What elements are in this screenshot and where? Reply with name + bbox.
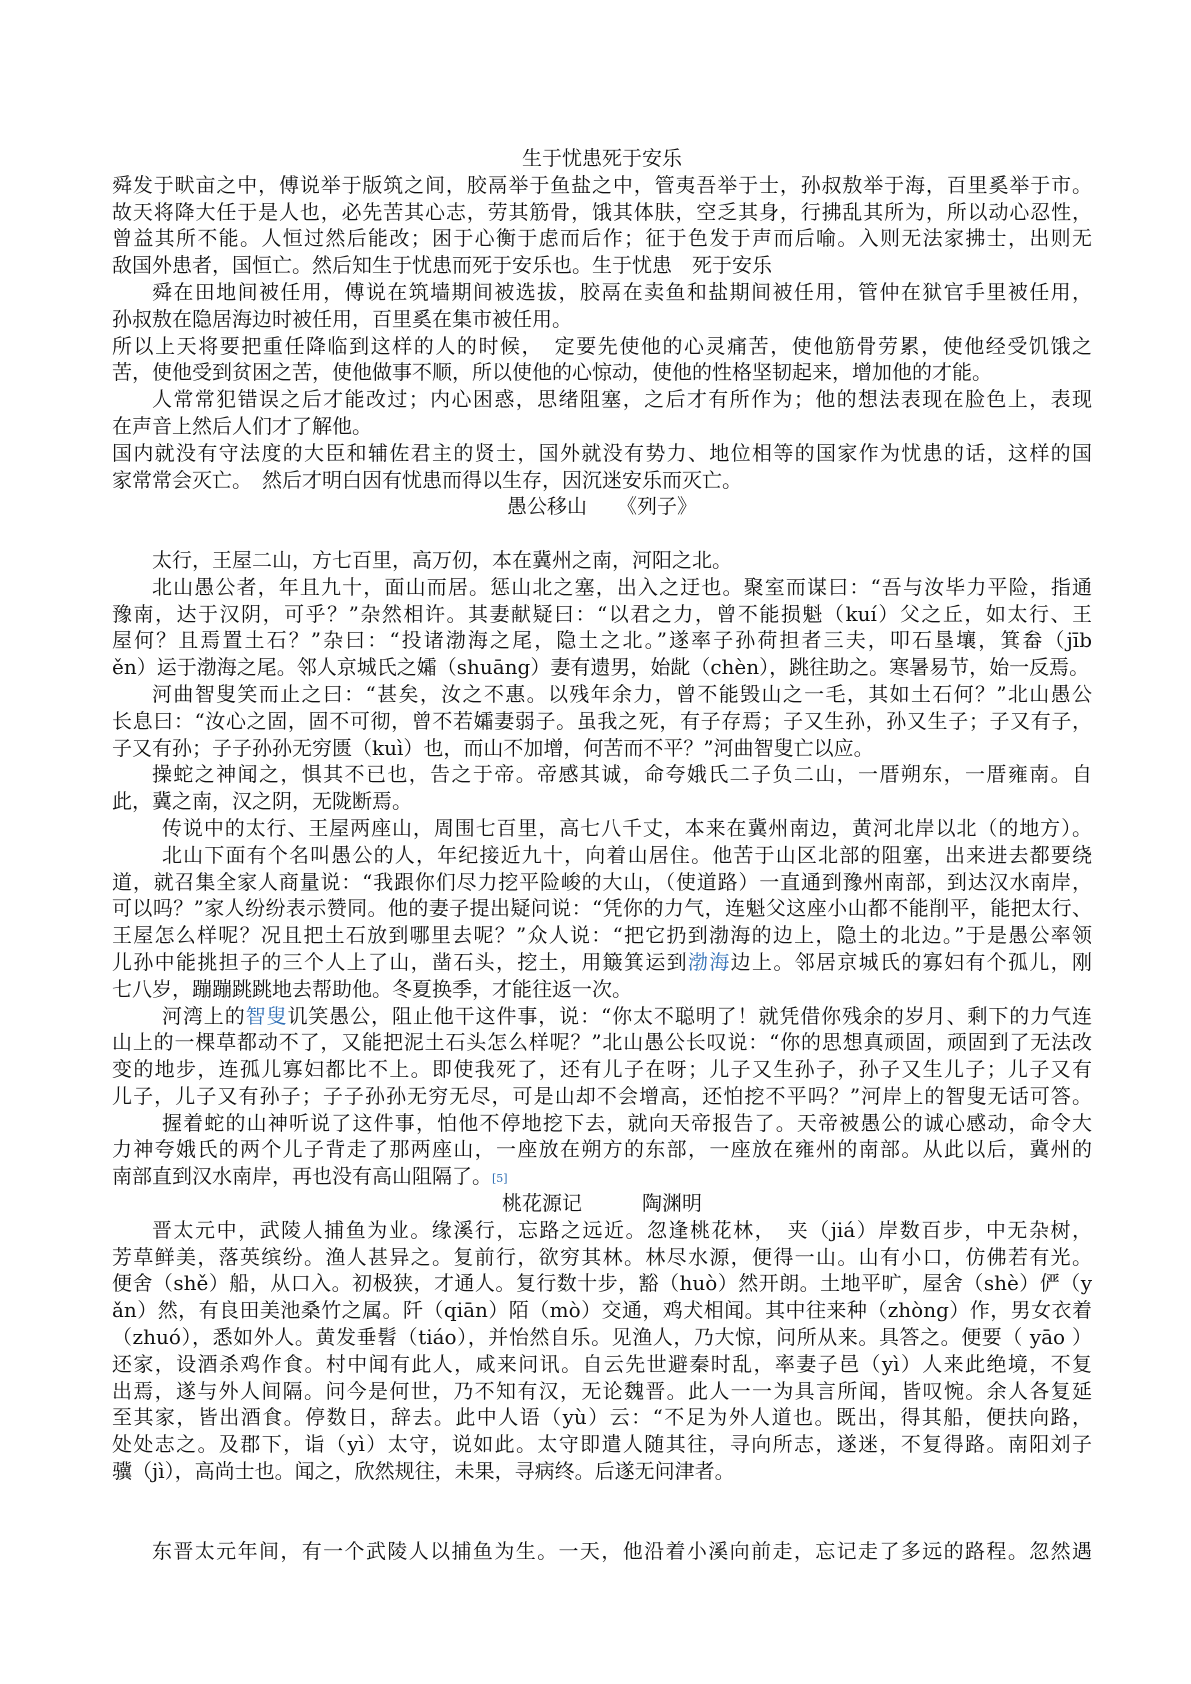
title-yugong-yishan: 愚公移山 《列子》 (507, 494, 697, 519)
text-line (112, 1003, 1092, 1030)
text-line: 曾益其所不能。人恒过然后能改；困于心衡于虑而后作；征于色发于声而后喻。入则无法家拂士，出则无 (112, 226, 1092, 251)
text-line: 所以上天将要把重任降临到这样的人的时候， 定要先使他的心灵痛苦，使他筋骨劳累，使他经受饥饿之 (112, 333, 1092, 358)
text-line: 敌国外患者，国恒亡。然后知生于忧患而死于安乐也。生于忧患 死于安乐 (112, 253, 772, 278)
link-bohai[interactable]: 渤海 (688, 949, 731, 974)
document-page (112, 145, 1092, 1565)
blank-line (112, 520, 1092, 547)
text-line: 人常常犯错误之后才能改过；内心困惑，思绪阻塞，之后才有所作为；他的想法表现在脸色上，表现 (152, 387, 1092, 412)
text-line: 还家，设酒杀鸡作食。村中闻有此人，咸来问讯。自云先世避秦时乱，率妻子邑（yì）人来此绝境，不复 (112, 1351, 1092, 1376)
text-line: 家常常会灭亡。 然后才明白因有忧患而得以生存，因沉迷安乐而灭亡。 (112, 467, 742, 492)
text-line: 孙叔敖在隐居海边时被任用，百里奚在集市被任用。 (112, 306, 572, 331)
text-line: 故天将降大任于是人也，必先苦其心志，劳其筋骨，饿其体肤，空乏其身，行拂乱其所为，所以动心忍性， (112, 199, 1092, 224)
text-line: 儿子，儿子又有孙子；子子孙孙无穷无尽，可是山却不会增高，还怕挖不平吗？”河岸上的智叟无话可答。 (112, 1083, 1092, 1108)
blank-line (112, 1512, 1092, 1539)
text-line: ěn）运于渤海之尾。邻人京城氏之孀（shuāng）妻有遗男，始龀（chèn），跳往助之。寒暑易节，始一反焉。 (112, 655, 1090, 680)
text-span: 南部直到汉水南岸，再也没有高山阻隔了。 (112, 1164, 492, 1189)
text-line: 山上的一棵草都动不了，又能把泥土石头怎么样呢？”北山愚公长叹说：“你的思想真顽固，顽固到了无法改 (112, 1030, 1092, 1055)
text-line: （zhuó），悉如外人。黄发垂髫（tiáo），并怡然自乐。见渔人，乃大惊，问所从来。具答之。便要（ yāo ） (112, 1325, 1092, 1350)
text-line: 太行，王屋二山，方七百里，高万仞，本在冀州之南，河阳之北。 (152, 547, 732, 572)
footnote-reference[interactable]: [5] (492, 1172, 508, 1186)
text-line: 可以吗？”家人纷纷表示赞同。他的妻子提出疑问说：“凭你的力气，连魁父这座小山都不能削平，能把太行、 (112, 896, 1092, 921)
text-line: 力神夸娥氏的两个儿子背走了那两座山，一座放在朔方的东部，一座放在雍州的南部。从此以后，冀州的 (112, 1137, 1092, 1162)
text-span: 河湾上的 (162, 1003, 246, 1028)
text-line: 传说中的太行、王屋两座山，周围七百里，高七八千丈，本来在冀州南边，黄河北岸以北（的地方）。 (162, 815, 1092, 840)
text-line: 北山愚公者，年且九十，面山而居。惩山北之塞，出入之迂也。聚室而谋曰：“吾与汝毕力平险，指通 (152, 574, 1092, 599)
text-line: 在声音上然后人们才了解他。 (112, 413, 372, 438)
text-line: 至其家，皆出酒食。停数日，辞去。此中人语（yù）云：“不足为外人道也。既出，得其船，便扶向路， (112, 1405, 1092, 1430)
text-line: ǎn）然，有良田美池桑竹之属。阡（qiān）陌（mò）交通，鸡犬相闻。其中往来种（zhòng）作，男女衣着 (112, 1298, 1092, 1323)
text-line: 道，就召集全家人商量说：“我跟你们尽力挖平险峻的大山，（使道路）一直通到豫州南部，到达汉水南岸， (112, 869, 1092, 894)
text-line: 此，冀之南，汉之阴，无陇断焉。 (112, 789, 412, 814)
text-line: 舜发于畎亩之中，傅说举于版筑之间，胶鬲举于鱼盐之中，管夷吾举于士，孙叔敖举于海，百里奚举于市。 (112, 172, 1092, 197)
text-line: 出焉，遂与外人间隔。问今是何世，乃不知有汉，无论魏晋。此人一一为具言所闻，皆叹惋。余人各复延 (112, 1378, 1092, 1403)
text-line: 舜在田地间被任用，傅说在筑墙期间被选拔，胶鬲在卖鱼和盐期间被任用，管仲在狱官手里被任用， (152, 279, 1092, 304)
text-line: 处处志之。及郡下，诣（yì）太守，说如此。太守即遣人随其往，寻向所志，遂迷，不复得路。南阳刘子 (112, 1432, 1092, 1457)
text-line (112, 1163, 1092, 1190)
text-line: 国内就没有守法度的大臣和辅佐君主的贤士，国外就没有势力、地位相等的国家作为忧患的话，这样的国 (112, 440, 1092, 465)
text-line: 握着蛇的山神听说了这件事，怕他不停地挖下去，就向天帝报告了。天帝被愚公的诚心感动，命令大 (162, 1110, 1092, 1135)
text-line (112, 949, 1092, 976)
text-span: 边上。邻居京城氏的寡妇有个孤儿，刚 (730, 949, 1092, 974)
text-line: 七八岁，蹦蹦跳跳地去帮助他。冬夏换季，才能往返一次。 (112, 976, 632, 1001)
text-line: 河曲智叟笑而止之曰：“甚矣，汝之不惠。以残年余力，曾不能毁山之一毛，其如土石何？”北山愚公 (152, 681, 1092, 706)
text-line: 屋何？且焉置土石？”杂曰：“投诸渤海之尾，隐土之北。”遂率子孙荷担者三夫，叩石垦壤，箕畚（jīb (112, 628, 1092, 653)
text-line: 晋太元中，武陵人捕鱼为业。缘溪行，忘路之远近。忽逢桃花林， 夹（jiá）岸数百步，中无杂树， (152, 1217, 1092, 1242)
title-shengyu-youhuan: 生于忧患死于安乐 (522, 146, 682, 170)
title-taohuayuan-ji: 桃花源记 陶渊明 (502, 1191, 702, 1216)
text-line: 王屋怎么样呢？况且把土石放到哪里去呢？”众人说：“把它扔到渤海的边上，隐土的北边。”于是愚公率领 (112, 923, 1092, 948)
text-line: 长息曰：“汝心之固，固不可彻，曾不若孀妻弱子。虽我之死，有子存焉；子又生孙，孙又生子；子又有子， (112, 708, 1092, 733)
link-zhisou[interactable]: 智叟 (245, 1003, 288, 1028)
text-line: 骥（jì），高尚士也。闻之，欣然规往，未果，寻病终。后遂无问津者。 (112, 1459, 735, 1484)
text-line: 便舍（shě）船，从口入。初极狭，才通人。复行数十步，豁（huò）然开朗。土地平旷，屋舍（shè）俨（y (112, 1271, 1092, 1296)
text-line: 子又有孙；子子孙孙无穷匮（kuì）也，而山不加增，何苦而不平？”河曲智叟亡以应。 (112, 735, 874, 760)
text-line: 操蛇之神闻之，惧其不已也，告之于帝。帝感其诚，命夸娥氏二子负二山，一厝朔东，一厝雍南。自 (152, 762, 1092, 787)
text-line: 芳草鲜美，落英缤纷。渔人甚异之。复前行，欲穷其林。林尽水源，便得一山。山有小口，仿佛若有光。 (112, 1244, 1092, 1269)
text-line: 苦，使他受到贫困之苦，使他做事不顺，所以使他的心惊动，使他的性格坚韧起来，增加他的才能。 (112, 360, 992, 385)
text-line: 豫南，达于汉阴，可乎？”杂然相许。其妻献疑曰：“以君之力，曾不能损魁（kuí）父之丘，如太行、王 (112, 601, 1092, 626)
text-span: 讥笑愚公，阻止他干这件事，说：“你太不聪明了！就凭借你残余的岁月、剩下的力气连 (287, 1003, 1092, 1028)
blank-line (112, 1485, 1092, 1512)
text-line: 变的地步，连孤儿寡妇都比不上。即使我死了，还有儿子在呀；儿子又生孙子，孙子又生儿子；儿子又有 (112, 1057, 1092, 1082)
text-line: 北山下面有个名叫愚公的人，年纪接近九十，向着山居住。他苦于山区北部的阻塞，出来进去都要绕 (162, 842, 1092, 867)
text-line: 东晋太元年间，有一个武陵人以捕鱼为生。一天，他沿着小溪向前走，忘记走了多远的路程。忽然遇 (152, 1539, 1092, 1564)
text-span: 儿孙中能挑担子的三个人上了山，凿石头，挖土，用簸箕运到 (112, 949, 688, 974)
